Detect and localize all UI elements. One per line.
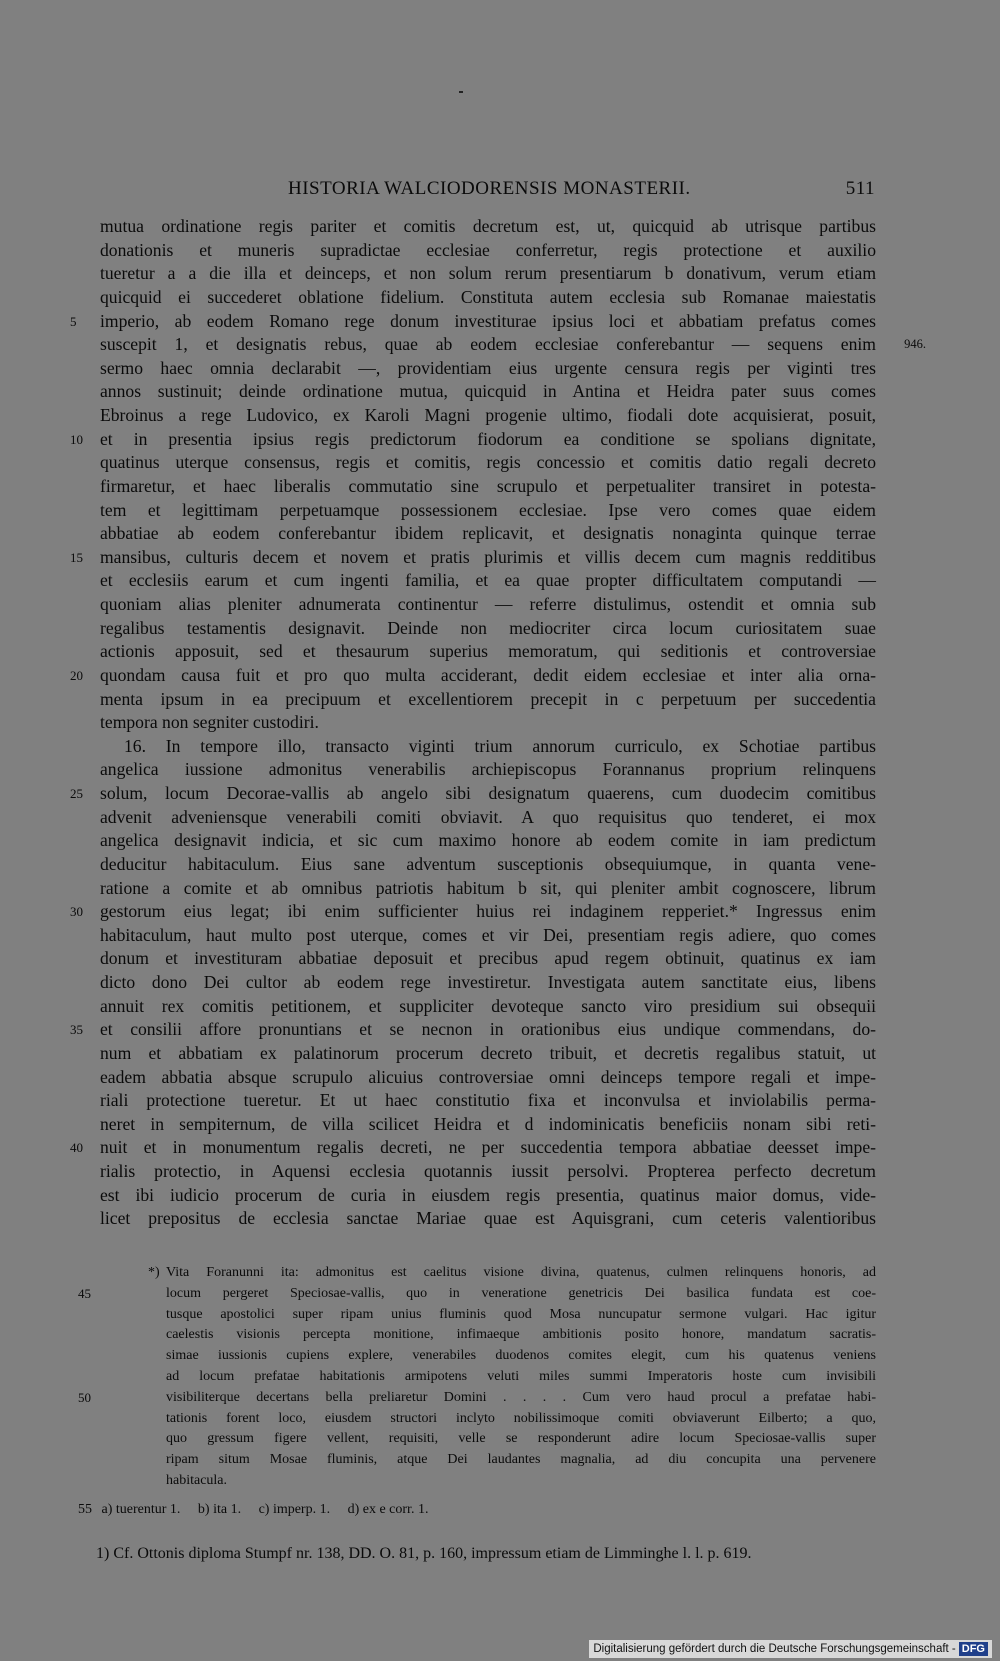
credit-text: Digitalisierung gefördert durch die Deutsche Forschungsgemeinschaft - [593,1643,956,1655]
text-line [100,640,876,664]
line-text: mansibus, culturis decem et novem et pratis plurimis et villis decem cum magnis redditibus [100,546,876,567]
line-text: ripam situm Mosae fluminis, atque Dei laudantes magnalia, ad diu concupita una pervenere [166,1452,876,1468]
text-line [70,546,876,570]
text-line [70,1018,876,1042]
text-line [100,1113,876,1137]
text-line [100,239,876,263]
text-line [100,1184,876,1208]
text-line [100,924,876,948]
text-line [70,900,876,924]
text-line [100,380,876,404]
line-number: 5 [70,313,77,329]
line-text: sermo haec omnia declarabit —, providentiam eius urgente censura regis per viginti tres [100,357,876,378]
text-line [100,1042,876,1066]
line-text: riali protectione tueretur. Et ut haec constitutio fixa et inconvulsa et inviolabilis perma- [100,1090,876,1111]
footnote-star [78,1263,876,1492]
text-line [100,1450,876,1471]
text-line [100,451,876,475]
line-number: 50 [78,1389,91,1405]
line-text: dicto dono Dei cultor ab eodem rege investiretur. Investigata autem sanctitate eius, libens [100,972,876,992]
line-number: 30 [70,904,83,920]
line-text: nuit et in monumentum regalis decreti, ne per succedentia tempora abbatiae deesset impe- [100,1137,876,1158]
reference-text: 1) Cf. Ottonis diploma Stumpf nr. 138, DD. O. 81, p. 160, impressum etiam de Limminghe l. l. p. 619. [96,1545,752,1562]
footnote-marker: *) [148,1265,160,1280]
line-text: eadem abbatia absque scrupulo alicuius controversiae omni deinceps tempore regali et impe- [100,1066,876,1087]
text-line [100,215,876,239]
line-text: regalibus testamentis designavit. Deinde non mediocriter circa locum curiositatem suae [100,617,876,638]
line-text: et in presentia ipsius regis predictorum fiodorum ea conditione se spolians dignitate, [100,428,876,449]
text-line [100,1429,876,1450]
text-line [100,1409,876,1430]
text-line [100,1263,876,1284]
line-text: solum, locum Decorae-vallis ab angelo sibi designatum quaerens, cum duodecim comitibus [100,783,876,803]
text-line [100,333,926,357]
line-text: 16. In tempore illo, transacto viginti trium annorum curriculo, ex Schotiae partibus [124,735,876,756]
text-line [100,829,876,853]
line-text: tusque apostolici super ripam unius fluminis quod Mosa nuncupatur sermone vulgari. Hac igitur [166,1306,876,1322]
text-line [100,1325,876,1346]
line-text: rialis protectio, in Aquensi ecclesia quotannis iussit persolvi. Propterea perfecto decretum [100,1161,876,1181]
text-line [100,617,876,641]
line-text: quoniam alias pleniter adnumerata continentur — referre distulimus, ostendit et omnia sub [100,594,876,614]
text-line [100,806,876,830]
line-text: neret in sempiternum, de villa scilicet Heidra et d indominicatis beneficiis nonam sibi reti- [100,1113,876,1134]
line-text: donationis et muneris supradictae ecclesiae conferretur, regis protectione et auxilio [100,239,876,260]
line-text: ratione a comite et ab omnibus patriotis habitum b sit, qui pleniter ambit cognoscere, librum [100,877,876,898]
line-text: donum et investituram abbatiae deposuit et precibus apud regem obtinuit, quatinus ex iam [100,948,876,969]
line-text: locum pergeret Speciosae-vallis, quo in veneratione genetricis Dei basilica fundata est coe- [166,1285,876,1301]
text-line [70,1136,876,1160]
line-text: quicquid ei succederet oblatione fidelium. Constituta autem ecclesia sub Romanae maiestatis [100,286,876,307]
text-line [100,522,876,546]
line-text: tationis forent loco, eiusdem structori inclyto nobilissimoque comiti obviaverunt Eilberto; a quo, [166,1410,876,1426]
line-text: et consilii affore pronuntians et se necnon in orationibus eius undique commendans, do- [100,1019,876,1040]
line-text: mutua ordinatione regis pariter et comitis decretum est, ut, quicquid ab utrisque partibus [100,216,876,236]
text-line [78,1388,876,1409]
critical-notes-line-number: 55 [78,1502,92,1517]
text-line [70,310,876,334]
line-text: gestorum eius legat; ibi enim sufficienter huius rei indaginem repperiet.* Ingressus enim [100,901,876,922]
text-line [70,428,876,452]
line-text: suscepit 1, et designatis rebus, quae ab eodem ecclesiae conferebantur — sequens enim [100,334,876,355]
text-line [100,995,876,1019]
line-text: simae iussionis cupiens explere, venerabiles duodenos comites elegit, cum his quatenus veniens [166,1348,876,1364]
header-title: HISTORIA WALCIODORENSIS MONASTERII. [288,178,691,199]
text-line [100,735,876,759]
line-text: deducitur habitaculum. Eius sane adventum susceptionis obsequiumque, in quanta vene- [100,853,876,874]
line-text: imperio, ab eodem Romano rege donum investiturae ipsius loci et abbatiam prefatus comes [100,310,876,331]
line-text: actionis apposuit, sed et thesaurum superius memoratum, qui seditionis et controversiae [100,641,876,662]
text-line [78,1284,876,1305]
text-line [100,475,876,499]
dfg-logo: DFG [959,1642,988,1656]
text-line [100,947,876,971]
line-number: 45 [78,1285,91,1301]
line-text: habitaculum, haut multo post uterque, comes et vir Dei, presentiam regis adiere, quo comes [100,924,876,945]
line-text: tem et legittimam perpetuamque possessionem ecclesiae. Ipse vero comes quae eidem [100,499,876,520]
line-text: quo gressum figere vellent, requisiti, velle se responderunt adire locum Speciosae-vallis super [166,1431,876,1447]
text-line [100,262,876,286]
text-line [100,1305,876,1326]
text-line [100,853,876,877]
text-line [100,1471,876,1492]
text-line [100,1346,876,1367]
line-text: est ibi iudicio procerum de curia in eiusdem regis presentia, quatinus maior domus, vide- [100,1184,876,1205]
text-line [100,593,876,617]
text-line [100,711,876,735]
critical-notes-text: a) tuerentur 1. b) ita 1. c) imperp. 1. d) ex e corr. 1. [101,1502,429,1517]
line-number: 15 [70,549,83,565]
main-text [70,215,926,1231]
line-text: annuit rex comitis petitionem, et suppliciter devoteque sancto viro presidium sui obsequii [100,995,876,1016]
line-text: tueretur a a die illa et deinceps, et non solum rerum presentiarum b donativum, verum etiam [100,263,876,284]
line-text: Ebroinus a rege Ludovico, ex Karoli Magni progenie ultimo, fiodali dote acquisierat, posuit, [100,405,876,425]
line-text: advenit adveniensque venerabili comiti obviavit. A quo requisitus quo tenderet, ei mox [100,806,876,827]
text-line [100,286,876,310]
line-text: menta ipsum in ea precipuum et excellentiorem precepit in c perpetuum per succedentia [100,688,876,709]
line-text: annos sustinuit; deinde ordinatione mutua, quicquid in Antina et Heidra pater suus comes [100,381,876,402]
line-number: 40 [70,1140,83,1156]
line-text: licet prepositus de ecclesia sanctae Mariae quae est Aquisgrani, cum ceteris valentioribus [100,1208,876,1229]
text-line [100,357,876,381]
text-line [100,1160,876,1184]
line-number: 20 [70,667,83,683]
line-text: et ecclesiis earum et cum ingenti familia, et ea quae propter difficultatem computandi — [100,570,876,591]
line-text: quatinus uterque consensus, regis et comitis, regis concessio et comitis datio regali decreto [100,452,876,473]
line-text: tempora non segniter custodiri. [100,712,319,733]
line-number: 25 [70,786,83,801]
text-line [100,1207,876,1231]
text-line [70,782,876,806]
line-number: 35 [70,1022,83,1038]
line-text: num et abbatiam ex palatinorum procerum decreto tribuit, et decretis regalibus statuit, ut [100,1042,876,1063]
line-text: quondam causa fuit et pro quo multa acciderant, dedit eidem ecclesiae et inter alia orna- [100,664,876,685]
line-text: firmaretur, et haec liberalis commutatio sine scrupulo et perpetualiter transiret in potesta- [100,475,876,496]
line-text: abbatiae ab eodem conferebantur ibidem replicavit, et designatis nonaginta quinque terrae [100,523,876,544]
line-text: ad locum prefatae habitationis armipotens veluti miles summi Imperatoris hoste cum invisibili [166,1368,876,1384]
text-line [100,877,876,901]
text-line [100,1089,876,1113]
line-text: visibiliterque decertans bella preliaretur Domini . . . . Cum vero haud procul a prefatae habi- [166,1389,876,1405]
text-line [100,1066,876,1090]
line-text: angelica iussione admonitus venerabilis archiepiscopus Forannanus proprium relinquens [100,759,876,780]
text-line [100,971,876,995]
text-line [100,404,876,428]
scan-mark [459,91,463,93]
line-text: habitacula. [166,1472,228,1488]
line-number: 10 [70,431,83,447]
critical-notes [78,1502,428,1518]
text-line [100,569,876,593]
line-text: Vita Foranunni ita: admonitus est caelitus visione divina, quatenus, culmen relinquens honoris, ad [166,1265,876,1280]
line-text: caelestis visionis percepta monitione, infimaeque ambitionis posito honore, mandatum sacratis- [166,1327,876,1343]
margin-year: 946. [904,337,926,352]
text-line [70,664,876,688]
text-line [100,499,876,523]
page-number: 511 [845,178,875,199]
text-line [100,758,876,782]
digitization-credit [589,1640,992,1658]
line-text: angelica designavit indicia, et sic cum maximo honore ab eodem comite in iam predictum [100,830,876,851]
text-line [100,688,876,712]
reference-footnote [96,1545,752,1563]
text-line [100,1367,876,1388]
